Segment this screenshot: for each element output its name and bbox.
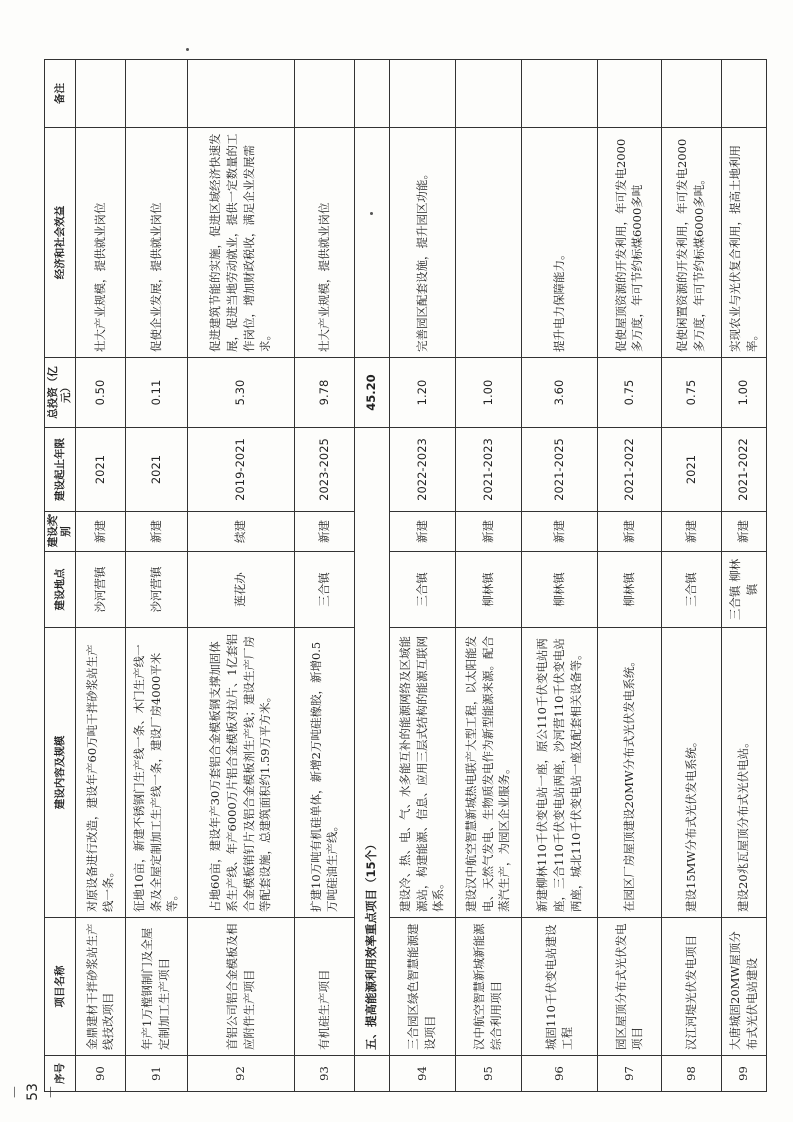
row-no: 94 <box>389 1056 455 1092</box>
row-remark <box>661 60 721 128</box>
row-location: 沙河营镇 <box>76 552 125 628</box>
row-location: 柳林镇 <box>455 552 521 628</box>
table-row <box>455 60 521 1092</box>
row-period: 2022-2023 <box>389 428 455 512</box>
table-row <box>294 60 354 1092</box>
row-name: 三合园区绿色智慧能源建设项目 <box>389 918 455 1056</box>
row-location: 柳林镇 <box>521 552 597 628</box>
row-content: 建设汉中航空智慧新城热电联产大型工程，以太阳能发电、天然气发电、生物质发电作为新型能源来源。配合蒸汽生产，为园区企业服务。 <box>455 628 521 918</box>
row-no: 99 <box>721 1056 766 1092</box>
row-benefit: 促使屋顶资源的开发利用，年可发电2000多万度，年可节约标煤6000多吨 <box>597 128 661 358</box>
page-number: － 53 － <box>8 1083 60 1101</box>
row-location: 三合镇 <box>661 552 721 628</box>
row-remark <box>294 60 354 128</box>
section-title: 五、提高能源利用效率重点项目（15个） <box>354 428 389 1056</box>
row-period: 2021-2023 <box>455 428 521 512</box>
row-content: 对原设备进行改造，建设年产60万吨干拌砂浆站生产线一条。 <box>76 628 125 918</box>
row-remark <box>721 60 766 128</box>
row-invest: 0.75 <box>661 358 721 428</box>
row-no: 98 <box>661 1056 721 1092</box>
row-name: 年产1万樘钢制门及全屋定制加工生产项目 <box>125 918 187 1056</box>
row-invest: 0.11 <box>125 358 187 428</box>
header-benefit: 经济和社会效益 <box>45 128 76 358</box>
row-type: 新建 <box>521 512 597 552</box>
row-name: 汉中航空智慧新城新能源综合利用项目 <box>455 918 521 1056</box>
row-name: 城固110千伏变电站建设工程 <box>521 918 597 1056</box>
row-content: 建设冷、热、电、气、水多能互补的能源网络及区域能源站，构建能源、信息、应用三层式结构的能源互联网体系。 <box>389 628 455 918</box>
section-row <box>354 60 389 1092</box>
row-content: 征地10亩，新建不锈钢门生产线一条、木门生产线一条及全屋定制加工生产线一条，建设厂房4000平米等。 <box>125 628 187 918</box>
scan-speck <box>186 48 189 51</box>
table-row <box>721 60 766 1092</box>
row-type: 续建 <box>187 512 294 552</box>
row-period: 2019-2021 <box>187 428 294 512</box>
row-type: 新建 <box>597 512 661 552</box>
row-remark <box>125 60 187 128</box>
table-row <box>521 60 597 1092</box>
row-content: 建设20兆瓦屋顶分布式光伏电站。 <box>721 628 766 918</box>
rotated-table-container <box>44 60 767 1092</box>
row-type: 新建 <box>76 512 125 552</box>
row-no: 92 <box>187 1056 294 1092</box>
table-header-row <box>45 60 76 1092</box>
section-total: 45.20 <box>354 358 389 428</box>
header-remark: 备注 <box>45 60 76 128</box>
row-type: 新建 <box>125 512 187 552</box>
row-benefit <box>455 128 521 358</box>
row-type: 新建 <box>455 512 521 552</box>
row-invest: 5.30 <box>187 358 294 428</box>
table-row <box>389 60 455 1092</box>
row-period: 2021-2025 <box>521 428 597 512</box>
row-benefit: 壮大产业规模，提供就业岗位 <box>76 128 125 358</box>
row-name: 有机硅生产项目 <box>294 918 354 1056</box>
row-name: 园区屋顶分布式光伏发电项目 <box>597 918 661 1056</box>
row-content: 占地60亩，建设年产30万套铝合金模板钢支撑加固体系生产线、年产6000万片铝合金模板对拉片、1亿套铝合金模板销钉片及铝合金模板剂生产线；建设生产厂房等配套设施，总建筑面积约1.59万平方米。 <box>187 628 294 918</box>
row-invest: 1.00 <box>455 358 521 428</box>
row-content: 建设15MW分布式光伏发电系统。 <box>661 628 721 918</box>
row-invest: 3.60 <box>521 358 597 428</box>
row-no: 91 <box>125 1056 187 1092</box>
row-remark <box>389 60 455 128</box>
header-type: 建设类别 <box>45 512 76 552</box>
table-row <box>597 60 661 1092</box>
row-name: 金鼎建材干拌砂浆站生产线技改项目 <box>76 918 125 1056</box>
row-no: 95 <box>455 1056 521 1092</box>
row-invest: 0.75 <box>597 358 661 428</box>
row-remark <box>597 60 661 128</box>
row-invest: 1.00 <box>721 358 766 428</box>
row-type: 新建 <box>294 512 354 552</box>
row-period: 2023-2025 <box>294 428 354 512</box>
row-remark <box>187 60 294 128</box>
row-benefit: 促进建筑节能的实施，促进区域经济快速发展，促进当地劳动就业，提供一定数量的工作岗位，增加财政税收，满足企业发展需求。 <box>187 128 294 358</box>
row-period: 2021-2022 <box>721 428 766 512</box>
row-location: 三合镇 <box>294 552 354 628</box>
row-benefit: 促使闲置资源的开发利用，年可发电2000多万度，年可节约标煤6000多吨。 <box>661 128 721 358</box>
row-location: 柳林镇 <box>597 552 661 628</box>
header-invest: 总投资（亿元） <box>45 358 76 428</box>
row-type: 新建 <box>389 512 455 552</box>
row-content: 扩建10万吨有机硅单体，新增2万吨硅橡胶，新增0.5万吨硅油生产线。 <box>294 628 354 918</box>
row-invest: 0.50 <box>76 358 125 428</box>
row-name: 汉江河堤光伏发电项目 <box>661 918 721 1056</box>
row-type: 新建 <box>661 512 721 552</box>
row-no: 90 <box>76 1056 125 1092</box>
table-row <box>76 60 125 1092</box>
header-name: 项目名称 <box>45 918 76 1056</box>
row-period: 2021-2022 <box>597 428 661 512</box>
row-benefit: 壮大产业规模，提供就业岗位 <box>294 128 354 358</box>
table-row <box>125 60 187 1092</box>
row-location: 三合镇 <box>389 552 455 628</box>
row-benefit: 促使企业发展，提供就业岗位 <box>125 128 187 358</box>
row-benefit: 实现农业与光伏复合利用，提高土地利用率。 <box>721 128 766 358</box>
row-content: 新建柳林110千伏变电站一座，原公110千伏变电站两座，三合110千伏变电站两座，沙河营110千伏变电站两座，城北110千伏变电站一座及配套相关设备等。 <box>521 628 597 918</box>
row-location: 沙河营镇 <box>125 552 187 628</box>
row-name: 大唐城固20MW屋顶分布式光伏电站建设 <box>721 918 766 1056</box>
row-remark <box>455 60 521 128</box>
project-table <box>44 59 767 1092</box>
row-name: 首铝公司铝合金模板及相应附件生产项目 <box>187 918 294 1056</box>
row-benefit: 完善园区配套设施，提升园区功能。 <box>389 128 455 358</box>
header-period: 建设起止年限 <box>45 428 76 512</box>
row-no: 97 <box>597 1056 661 1092</box>
row-location: 莲花办 <box>187 552 294 628</box>
row-invest: 1.20 <box>389 358 455 428</box>
row-invest: 9.78 <box>294 358 354 428</box>
table-row <box>187 60 294 1092</box>
row-remark <box>521 60 597 128</box>
header-location: 建设地点 <box>45 552 76 628</box>
row-period: 2021 <box>76 428 125 512</box>
header-no: 序号 <box>45 1056 76 1092</box>
row-type: 新建 <box>721 512 766 552</box>
row-no: 96 <box>521 1056 597 1092</box>
table-row <box>661 60 721 1092</box>
row-period: 2021 <box>661 428 721 512</box>
row-location: 三合镇 柳林镇 <box>721 552 766 628</box>
row-period: 2021 <box>125 428 187 512</box>
row-remark <box>76 60 125 128</box>
header-content: 建设内容及规模 <box>45 628 76 918</box>
row-no: 93 <box>294 1056 354 1092</box>
row-benefit: 提升电力保障能力。 <box>521 128 597 358</box>
row-content: 在园区厂房屋顶建设20MW分布式光伏发电系统。 <box>597 628 661 918</box>
